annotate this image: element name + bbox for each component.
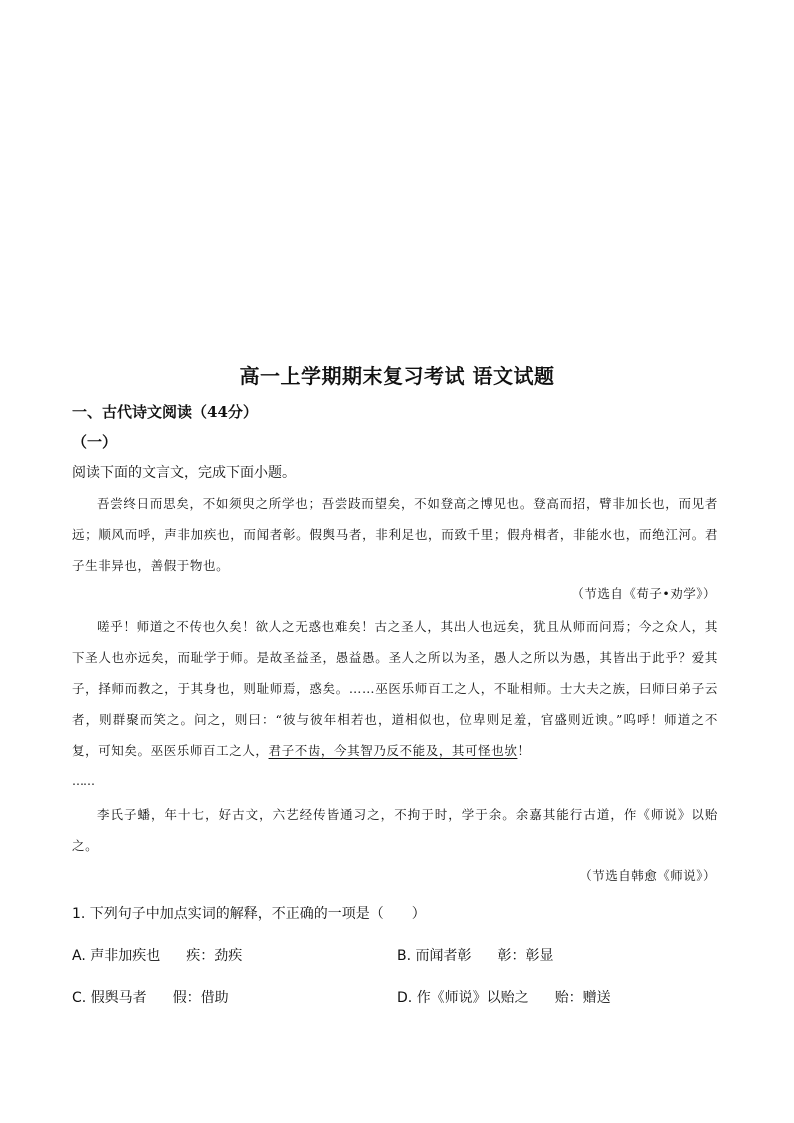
option-letter: A. [72, 948, 86, 964]
reading-instruction: 阅读下面的文言文，完成下面小题。 [72, 465, 296, 481]
option-gloss: 疾：劲疾 [186, 948, 243, 964]
question-stem: 1. 下列句子中加点实词的解释，不正确的一项是（ ） [72, 906, 426, 922]
passage-text: 嗟乎！师道之不传也久矣！欲人之无惑也难矣！古之圣人，其出人也远矣，犹且从师而问焉；今之众人，其下圣人也亦远矣，而耻学于师。是故圣益圣，愚益愚。圣人之所以为圣，愚人之所以为愚，其皆出于此乎？爱其子，择师而教之，于其身也，则耻师焉，惑矣。……巫医乐师百工之人，不耻相师。士大夫之族，曰师曰弟子云者，则群聚而笑之。问之，则曰：“彼与彼年相若也，道相似也，位卑则足羞，官盛则近谀。”呜呼！师道之不复，可知矣。巫医乐师百工之人， [72, 619, 718, 758]
option-letter: B. [397, 948, 412, 964]
option-gloss: 彰：彰显 [497, 948, 554, 964]
passage-quanxue: 吾尝终日而思矣，不如须臾之所学也；吾尝跂而望矣，不如登高之博见也。登高而招，臂非加长也，而见者远；顺风而呼，声非加疾也，而闻者彰。假舆马者，非利足也，而致千里；假舟楫者，非能水也，而绝江河。君子生非异也，善假于物也。 [72, 496, 718, 573]
omission-ellipsis: …… [72, 774, 94, 788]
option-a[interactable] [72, 945, 242, 965]
exam-title: 高一上学期期末复习考试 语文试题 [239, 364, 555, 388]
option-gloss: 假：借助 [172, 990, 229, 1006]
passage-shishuo [72, 611, 718, 766]
source-citation-xunzi: （节选自《荀子•劝学》） [571, 586, 716, 601]
source-citation-hanyu: （节选自韩愈《师说》） [579, 868, 716, 883]
option-b[interactable] [397, 945, 554, 965]
option-sentence: 而闻者彰 [415, 948, 472, 964]
option-sentence: 作《师说》以贻之 [416, 990, 529, 1006]
option-sentence: 假舆马者 [90, 990, 147, 1006]
underlined-sentence: 君子不齿，今其智乃反不能及，其可怪也欤 [268, 743, 518, 758]
option-d[interactable] [397, 987, 611, 1007]
option-letter: C. [72, 990, 87, 1006]
option-letter: D. [397, 990, 413, 1006]
subsection-heading: （一） [72, 433, 118, 451]
option-gloss: 贻：赠送 [554, 990, 611, 1006]
option-sentence: 声非加疾也 [90, 948, 161, 964]
option-c[interactable] [72, 987, 229, 1007]
section-heading: 一、古代诗文阅读（44分） [72, 403, 258, 421]
passage-shishuo-end: 李氏子蟠，年十七，好古文，六艺经传皆通习之，不拘于时，学于余。余嘉其能行古道，作《师说》以贻之。 [72, 807, 718, 853]
passage-end-mark: ！ [517, 743, 531, 758]
